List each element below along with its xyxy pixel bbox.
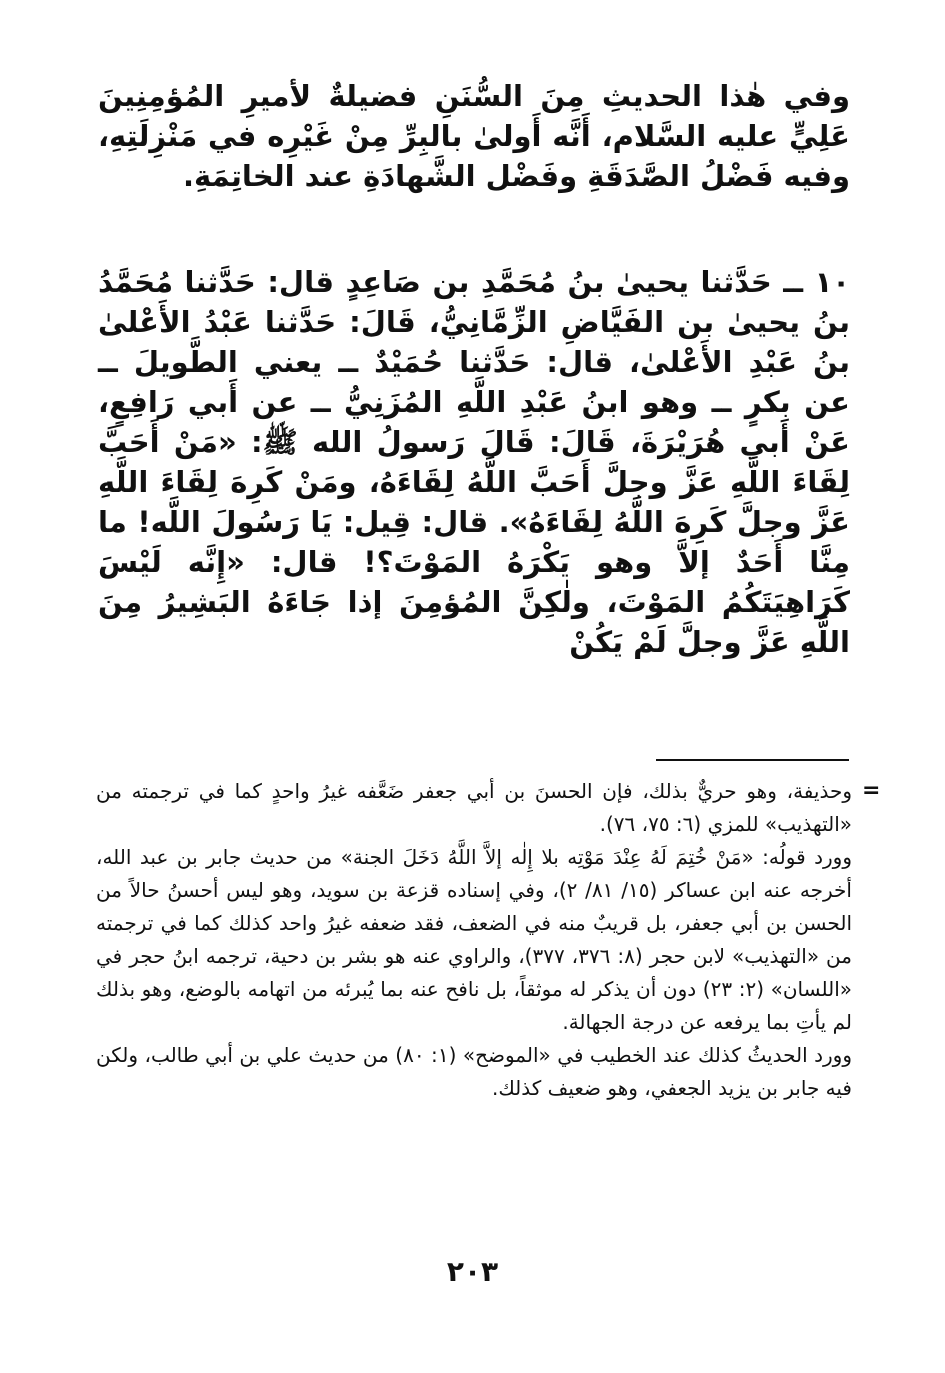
footnote-separator [656,759,849,761]
footnote-paragraph: وورد الحديثُ كذلك عند الخطيب في «الموضح» (١: ٨٠) من حديث علي بن أبي طالب، ولكن فيه جابر بن يزيد الجعفي، وهو ضعيف كذلك. [96,1043,852,1100]
footnote-paragraph: وورد قولُه: «مَنْ خُتِمَ لَهُ عِنْدَ مَوْتِه بلا إِلٰه إلاَّ اللَّهُ دَخَلَ الجنة» من حديث جابر بن عبد الله، أخرجه عنه ابن عساكر (١٥/ ٨١/ ٢)، وفي إسناده قزعة بن سويد، وهو ليس أحسنُ حالاً من الحسن بن أبي جعفر، بل قريبٌ منه في الضعف، فقد ضعفه غيرُ واحد كذلك كما في ترجمته من «التهذيب» لابن حجر (٨: ٣٧٦، ٣٧٧)، والراوي عنه هو بشر بن دحية، ترجمه ابنُ حجر في «اللسان» (٢: ٢٣) دون أن يذكر له موثقاً، بل نافح عنه بما يُبرئه من اتهامه بالوضع، وهو بذلك لم يأتِ بما يرفعه عن درجة الجهالة. [96,845,852,1034]
main-paragraph-commentary: وفي هٰذا الحديثِ مِنَ السُّنَنِ فضيلةٌ لأميرِ المُؤمِنِينَ عَلِيٍّ عليه السَّلام، أَنَّه أَولىٰ بالبِرِّ مِنْ غَيْرِه في مَنْزِلَتِهِ، وفيه فَضْلُ الصَّدَقَةِ وفَضْل الشَّهادَةِ عند الخاتِمَةِ. [98,79,850,193]
footnote-continuation-mark: = [862,778,881,803]
page-number: ٢٠٣ [446,1255,499,1288]
main-paragraph-hadith-10: ١٠ ــ حَدَّثنا يحيىٰ بنُ مُحَمَّدِ بن صَاعِدٍ قال: حَدَّثنا مُحَمَّدُ بنُ يحيىٰ بن الفَيَّاضِ الزِّمَّانِيُّ، قَالَ: حَدَّثنا عَبْدُ الأَعْلىٰ بنُ عَبْدِ الأَعْلىٰ، قال: حَدَّثنا حُمَيْدٌ ــ يعني الطَّويلَ ــ عن بكرٍ ــ وهو ابنُ عَبْدِ اللَّهِ المُزَنِيُّ ــ عن أَبي رَافِعٍ، عَنْ أَبي هُرَيْرَةَ، قَالَ: قَالَ رَسولُ الله ﷺ: «مَنْ أَحَبَّ لِقَاءَ اللَّهِ عَزَّ وجلَّ أَحَبَّ اللَّهُ لِقَاءَهُ، ومَنْ كَرِهَ لِقَاءَ اللَّهِ عَزَّ وجلَّ كَرِهَ اللَّهُ لِقَاءَهُ». قال: قِيل: يَا رَسُولَ اللَّه! ما مِنَّا أَحَدٌ إلاَّ وهو يَكْرَهُ المَوْتَ؟! قال: «إِنَّه لَيْسَ كَرَاهِيَتَكُمُ المَوْتَ، ولٰكِنَّ المُؤمِنَ إذا جَاءَهُ البَشِيرُ مِنَ اللَّهِ عَزَّ وجلَّ لَمْ يَكُنْ [98,265,850,659]
footnotes-section [96,775,852,1105]
footnote-paragraph: وحذيفة، وهو حريٌّ بذلك، فإن الحسنَ بن أبي جعفر ضَعَّفه غيرُ واحدٍ كما في ترجمته من «التهذيب» للمزي (٦: ٧٥، ٧٦). [96,779,852,836]
